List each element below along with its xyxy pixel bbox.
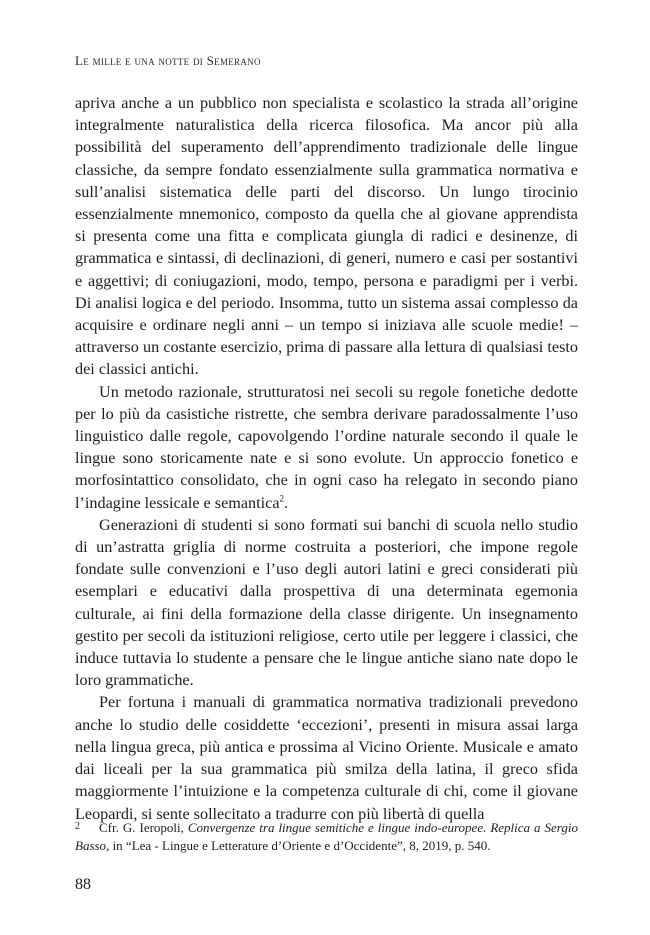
paragraph: Per fortuna i manuali di grammatica normativa tradizionali prevedono anche lo studio delle cosiddette ‘eccezioni’, presenti in misura assai larga nella lingua greca, più antica e prossima al Vicino Oriente. Musicale e amato dai liceali per la sua grammatica più smilza della latina, il greco sfida maggiormente l’intuizione e la competenza culturale di chi, come il giovane Leopardi, si sente sollecitato a tradurre con più libertà di quella <box>75 693 578 823</box>
paragraph: Un metodo razionale, strutturatosi nei secoli su regole fonetiche dedotte per lo più da casistiche ristrette, che sembra derivare paradossalmente l’uso linguistico dalle regole, capovolgendo l’ordine naturale secondo il quale le lingue sono storicamente nate e si sono evolute. Un approccio fonetico e morfosintattico consolidato, che in ogni caso ha relegato in secondo piano l’indagine lessicale e semantica$^2$. <box>75 382 578 512</box>
footnote-title: Convergenze tra lingue semitiche e lingue indo-europee. Replica a Sergio Basso <box>75 820 578 853</box>
footnote-prefix: Cfr. G. Ieropoli, <box>99 820 188 835</box>
footnote-number: 2 <box>75 821 80 832</box>
footnote-suffix: , in “Lea - Lingue e Letterature d’Oriente e d’Occidente”, 8, 2019, p. 540. <box>106 838 491 853</box>
paragraph: Generazioni di studenti si sono formati sui banchi di scuola nello studio di un’astratta griglia di norme costruita a posteriori, che impone regole fondate sulle convenzioni e l’uso degli autori latini e greci considerati più esemplari e educativi dalla prospettiva di una determinata egemonia culturale, ai fini della formazione della classe dirigente. Un insegnamento gestito per secoli da istituzioni religiose, certo utile per leggere i classici, che induce tuttavia lo studente a pensare che le lingue antiche siano nate dopo le loro grammatiche. <box>75 515 578 690</box>
running-header: Le mille e una notte di Semerano <box>75 53 261 68</box>
main-text <box>75 92 578 825</box>
footnote <box>75 818 578 855</box>
page-number: 88 <box>75 876 91 893</box>
paragraph: apriva anche a un pubblico non specialista e scolastico la strada all’origine integralmente naturalistica della ricerca filosofica. Ma ancor più alla possibilità del superamento dell’apprendimento tradizionale delle lingue classiche, da sempre fondato essenzialmente sulla grammatica normativa e sull’analisi sistematica delle parti del discorso. Un lungo tirocinio essenzialmente mnemonico, composto da quella che al giovane apprendista si presenta come una fitta e complicata giungla di radici e desinenze, di grammatica e sintassi, di declinazioni, di generi, numero e casi per sostantivi e aggettivi; di coniugazioni, modo, tempo, persona e paradigmi per i verbi. Di analisi logica e del periodo. Insomma, tutto un sistema assai complesso da acquisire e ordinare negli anni – un tempo si iniziava alle scuole medie! – attraverso un costante esercizio, prima di passare alla lettura di qualsiasi testo dei classici antichi. <box>75 94 578 379</box>
footnote-reference[interactable]: 2 <box>279 493 285 504</box>
paragraph-text: Un metodo razionale, strutturatosi nei secoli su regole fonetiche dedotte per lo più da casistiche ristrette, che sembra derivare paradossalmente l’uso linguistico dalle regole, capovolgendo l’ordine naturale secondo il quale le lingue sono storicamente nate e si sono evolute. Un approccio fonetico e morfosintattico consolidato, che in ogni caso ha relegato in secondo piano l’indagine lessicale e semantica <box>75 382 578 512</box>
